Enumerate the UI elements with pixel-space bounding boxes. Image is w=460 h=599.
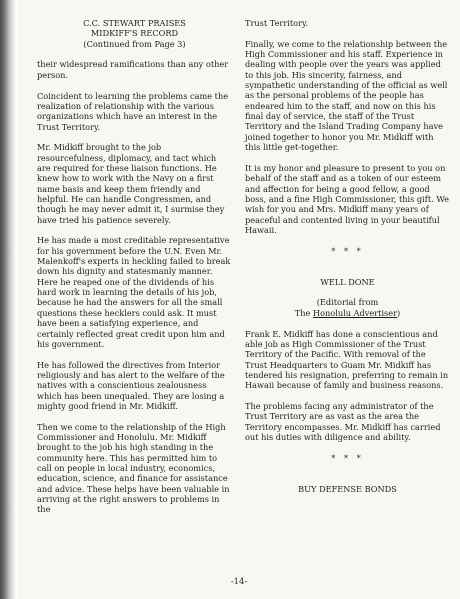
headline-continued-note: (Continued from Page 3) bbox=[83, 38, 186, 49]
right-column bbox=[245, 18, 450, 505]
left-paragraph-3: Mr. Midkiff brought to the job resourcefulness, diplomacy, and tact which are required for these liaison functions. He knew how to work with the Navy on a first name basis and keep them friendly and helpful. He can handle Congressmen, and though he may never admit it, I surmise they have tried his patience severely. bbox=[37, 142, 225, 225]
section-separator-2: * * * bbox=[331, 452, 364, 463]
left-paragraph-2: Coincident to learning the problems came the realization of relationship with the various organizations which have an interest in the Trust Territory. bbox=[37, 90, 229, 132]
editorial-title: WELL DONE bbox=[320, 276, 375, 287]
section-separator: * * * bbox=[331, 245, 364, 256]
editorial-paragraph-2: The problems facing any administrator of the Trust Territory are as vast as the area the Territory encompasses. Mr. Midkiff has carried out his duties with diligence and ability. bbox=[245, 401, 441, 443]
editorial-source-line-2 bbox=[245, 308, 450, 318]
newsletter-page bbox=[18, 0, 460, 599]
right-paragraph-3: It is my honor and pleasure to present to you on behalf of the staff and as a token of our esteem and affection for being a good fellow, a good boss, and a fine High Commissioner, this gift. We wish for you and Mrs. Midkiff many years of peaceful and contented living in your beautiful Hawaii. bbox=[245, 162, 449, 235]
article-headline bbox=[37, 18, 232, 49]
left-paragraph-6: Then we come to the relationship of the High Commissioner and Honolulu. Mr. Midkiff brought to the job his high standing in the community here. This has permitted him to call on people in local industry, economics, education, science, and finance for assistance and advice. These helps have been valuable in arriving at the right answers to problems in the bbox=[37, 421, 230, 515]
right-paragraph-2: Finally, we come to the relationship between the High Commissioner and his staff. Experience in dealing with people over the years was applied to this job. His sincerity, fairness, and sympathetic understanding of the official as well as the personal problems of the people has endeared him to the staff, and now on this his final day of service, the staff of the Trust Territory and the Island Trading Company have joined together to honor you Mr. Midkiff with this little get-together. bbox=[245, 38, 448, 153]
left-paragraph-5: He has followed the directives from Interior religiously and has alert to the welfare of the natives with a conscientious zealousness which has been unequaled. They are losing a mighty good friend in Mr. Midkiff. bbox=[37, 359, 225, 411]
editorial-source-line-1: (Editorial from bbox=[316, 297, 379, 308]
editorial-source-prefix: The bbox=[294, 307, 313, 318]
editorial-source-name: Honolulu Advertiser bbox=[312, 307, 398, 318]
left-paragraph-1: their widespread ramifications than any other person. bbox=[37, 59, 229, 80]
scan-binding-edge bbox=[0, 0, 18, 599]
headline-line-1: C.C. STEWART PRAISES bbox=[83, 18, 186, 28]
editorial-heading bbox=[245, 277, 450, 318]
left-paragraph-4: He has made a most creditable representative for his government before the U.N. Even Mr. Malenkoff's experts in heckling failed to break down his dignity and statesmanly manner. Here he reaped one of the dividends of his hard work in learning the details of his job, because he had the answers for all the small questions these hecklers could ask. It must have been a satisfying experience, and certainly reflected great credit upon him and his government. bbox=[37, 235, 231, 349]
page-number: -14- bbox=[230, 576, 248, 586]
editorial-source-suffix: ) bbox=[397, 307, 401, 318]
closing-slogan: BUY DEFENSE BONDS bbox=[298, 483, 397, 494]
right-paragraph-1: Trust Territory. bbox=[245, 18, 309, 28]
headline-line-2: MIDKIFF'S RECORD bbox=[90, 28, 179, 39]
editorial-paragraph-1: Frank E. Midkiff has done a conscientious and able job as High Commissioner of the Trust Territory of the Pacific. With removal of the Trust Headquarters to Guam Mr. Midkiff has tendered his resignation, preferring to remain in Hawaii because of family and business reasons. bbox=[245, 328, 449, 391]
left-column bbox=[37, 18, 232, 525]
